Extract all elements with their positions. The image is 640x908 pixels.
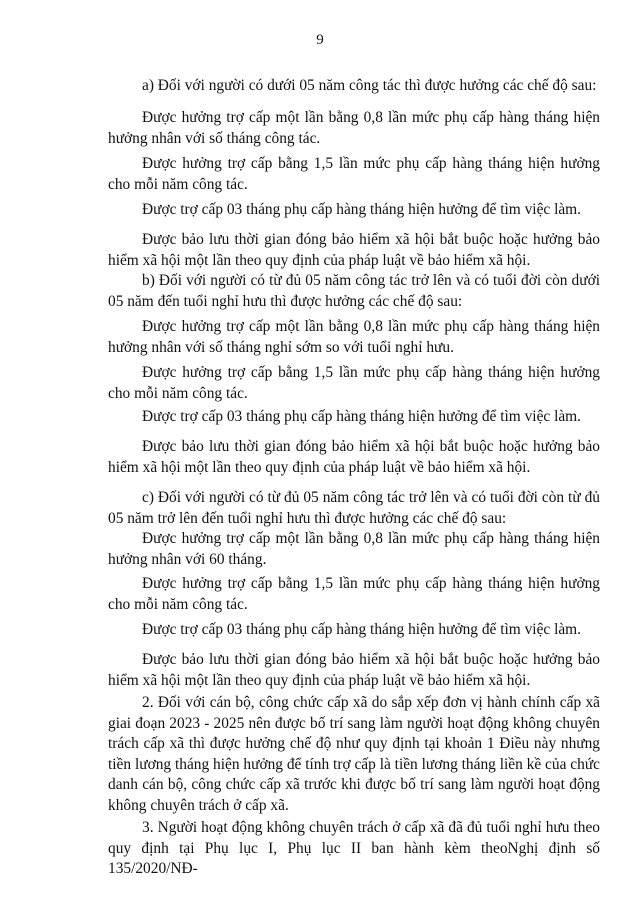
paragraph-b-benefit-1: Được hưởng trợ cấp một lần bằng 0,8 lần mức phụ cấp hàng tháng hiện hưởng nhân với số tháng nghỉ sớm so với tuổi nghỉ hưu. bbox=[108, 318, 600, 356]
paragraph-a-benefit-1: Được hưởng trợ cấp một lần bằng 0,8 lần mức phụ cấp hàng tháng hiện hưởng nhân với số tháng công tác. bbox=[108, 109, 600, 147]
paragraph-a-benefit-4: Được bảo lưu thời gian đóng bảo hiểm xã hội bắt buộc hoặc hưởng bảo hiểm xã hội một lần theo quy định của pháp luật về bảo hiểm xã hội. bbox=[108, 231, 600, 269]
paragraph-b-benefit-4: Được bảo lưu thời gian đóng bảo hiểm xã hội bắt buộc hoặc hưởng bảo hiểm xã hội một lần theo quy định của pháp luật về bảo hiểm xã hội. bbox=[108, 438, 600, 476]
paragraph-c-heading: c) Đối với người có từ đủ 05 năm công tác trở lên và có tuổi đời còn từ đủ 05 năm trở lên đến tuổi nghỉ hưu thì được hưởng các chế độ sau: bbox=[108, 489, 600, 527]
paragraph-c-benefit-4: Được bảo lưu thời gian đóng bảo hiểm xã hội bắt buộc hoặc hưởng bảo hiểm xã hội một lần theo quy định của pháp luật về bảo hiểm xã hội. bbox=[108, 651, 600, 689]
section-3-paragraph: 3. Người hoạt động không chuyên trách ở cấp xã đã đủ tuổi nghỉ hưu theo quy định tại Phụ lục I, Phụ lục II ban hành kèm theoNghị định số 135/2020/NĐ- bbox=[108, 819, 600, 877]
paragraph-c-benefit-1: Được hưởng trợ cấp một lần bằng 0,8 lần mức phụ cấp hàng tháng hiện hưởng nhân với 60 tháng. bbox=[108, 530, 600, 568]
paragraph-b-benefit-3: Được trợ cấp 03 tháng phụ cấp hàng tháng hiện hưởng để tìm việc làm. bbox=[142, 408, 582, 425]
paragraph-a-benefit-2: Được hưởng trợ cấp bằng 1,5 lần mức phụ cấp hàng tháng hiện hưởng cho mỗi năm công tác. bbox=[108, 155, 600, 193]
paragraph-c-benefit-2: Được hưởng trợ cấp bằng 1,5 lần mức phụ cấp hàng tháng hiện hưởng cho mỗi năm công tác. bbox=[108, 575, 600, 613]
paragraph-c-benefit-3: Được trợ cấp 03 tháng phụ cấp hàng tháng hiện hưởng để tìm việc làm. bbox=[142, 621, 582, 638]
paragraph-a-benefit-3: Được trợ cấp 03 tháng phụ cấp hàng tháng hiện hưởng để tìm việc làm. bbox=[142, 201, 582, 218]
page-number: 9 bbox=[316, 32, 324, 48]
paragraph-b-heading: b) Đối với người có từ đủ 05 năm công tác trở lên và có tuổi đời còn dưới 05 năm đến tuổi nghỉ hưu thì được hưởng các chế độ sau: bbox=[108, 272, 600, 310]
section-2-paragraph: 2. Đối với cán bộ, công chức cấp xã do sắp xếp đơn vị hành chính cấp xã giai đoạn 2023 - 2025 nên được bố trí sang làm người hoạt động không chuyên trách cấp xã thì được hưởng chế độ như quy định tại khoản 1 Điều này nhưng tiền lương tháng hiện hưởng để tính trợ cấp là tiền lương tháng liền kề của chức danh cán bộ, công chức cấp xã trước khi được bố trí sang làm người hoạt động không chuyên trách ở cấp xã. bbox=[108, 694, 600, 814]
paragraph-b-benefit-2: Được hưởng trợ cấp bằng 1,5 lần mức phụ cấp hàng tháng hiện hưởng cho mỗi năm công tác. bbox=[108, 364, 600, 402]
paragraph-a-heading: a) Đối với người có dưới 05 năm công tác thì được hưởng các chế độ sau: bbox=[142, 77, 597, 94]
